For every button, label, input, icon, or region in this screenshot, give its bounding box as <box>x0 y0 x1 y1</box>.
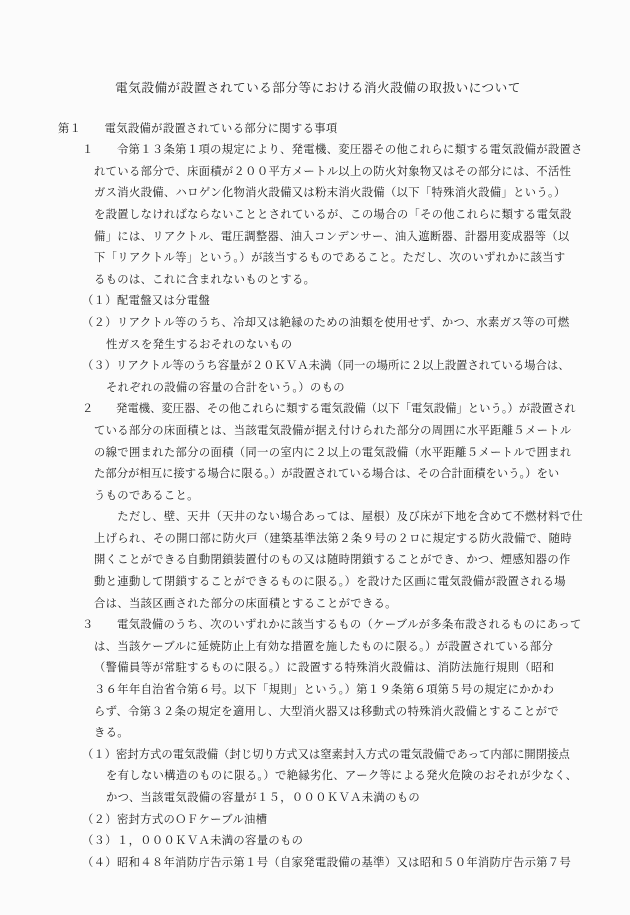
list-item: （３）リアクトル等のうち容量が２０ＫＶＡ未満（同一の場所に２以上設置されている場合は、 <box>82 359 570 373</box>
paragraph-line: ２ 発電機、変圧器、その他これらに類する電気設備（以下「電気設備」という。）が設置され <box>82 402 576 416</box>
paragraph-line: 下「リアクトル等」という。）が該当するものであること。ただし、次のいずれかに該当す <box>94 251 566 265</box>
paragraph-line: 開くことができる自動閉鎖装置付のもの又は随時閉鎖することができ、かつ、煙感知器の作 <box>94 553 571 567</box>
paragraph-line: 上げられ、その開口部に防火戸（建築基準法第２条９号の２ロに規定する防火設備で、随時 <box>94 531 572 545</box>
paragraph-line: うものであること。 <box>94 488 199 502</box>
paragraph-line: 合は、当該区画された部分の床面積とすることができる。 <box>94 596 397 610</box>
list-item: それぞれの設備の容量の合計をいう。）のもの <box>106 380 345 394</box>
list-item: （３）１，０００ＫＶＡ未満の容量のもの <box>82 834 304 848</box>
list-item: を有しない構造のものに限る。）で絶縁劣化、アーク等による発火危険のおそれが少なく、 <box>106 769 578 783</box>
paragraph-line: （警備員等が常駐するものに限る。）に設置する特殊消火設備は、消防法施行規則（昭和 <box>94 661 555 675</box>
list-item: （１）配電盤又は分電盤 <box>82 294 211 308</box>
list-item: （２）リアクトル等のうち、冷却又は絶縁のための油類を使用せず、かつ、水素ガス等の可燃 <box>82 315 570 329</box>
paragraph-line: ガス消火設備、ハロゲン化物消火設備又は粉末消火設備（以下「特殊消火設備」という。） <box>94 186 566 200</box>
paragraph-line: 備」には、リアクトル、電圧調整器、油入コンデンサー、油入遮断器、計器用変成器等（以 <box>94 229 570 243</box>
list-item: （４）昭和４８年消防庁告示第１号（自家発電設備の基準）又は昭和５０年消防庁告示第７号 <box>82 855 572 869</box>
document-body <box>0 118 630 874</box>
section-heading: 第１ 電気設備が設置されている部分に関する事項 <box>58 121 338 135</box>
paragraph-line: ている部分の床面積とは、当該電気設備が据え付けられた部分の周囲に水平距離５メートル <box>94 423 572 437</box>
list-item: （１）密封方式の電気設備（封じ切り方式又は窒素封入方式の電気設備であって内部に開閉接点 <box>82 747 570 761</box>
paragraph-line: 動と連動して閉鎖することができるものに限る。）を設けた区画に電気設備が設置される場 <box>94 575 566 589</box>
paragraph-line: を設置しなければならないこととされているが、この場合の「その他これらに類する電気設 <box>94 207 572 221</box>
list-item: 性ガスを発生するおそれのないもの <box>106 337 293 351</box>
paragraph-line: ただし、壁、天井（天井のない場合あっては、屋根）及び床が下地を含めて不燃材料で仕 <box>94 510 584 524</box>
list-item: かつ、当該電気設備の容量が１５，０００ＫＶＡ未満のもの <box>106 791 421 804</box>
paragraph-line: らず、令第３２条の規定を適用し、大型消火器又は移動式の特殊消火設備とすることがで <box>94 704 559 718</box>
paragraph-line: るものは、これに含まれないものとする。 <box>94 272 316 286</box>
paragraph-line: きる。 <box>94 726 129 740</box>
paragraph-line: た部分が相互に接する場合に限る。）が設置されている場合は、その合計面積をいう。）をい <box>94 467 560 481</box>
paragraph-line: れている部分で、床面積が２００平方メートル以上の防火対象物又はその部分には、不活性 <box>94 164 572 178</box>
page-title: 電気設備が設置されている部分等における消火設備の取扱いについて <box>115 80 521 95</box>
paragraph-line: の線で囲まれた部分の面積（同一の室内に２以上の電気設備（水平距離５メートルで囲まれ <box>94 445 572 459</box>
paragraph-line: ３ 電気設備のうち、次のいずれかに該当するもの（ケーブルが多条布設されるものにあって <box>82 618 582 632</box>
paragraph-line: は、当該ケーブルに延焼防止上有効な措置を施したものに限る。）が設置されている部分 <box>94 639 554 653</box>
list-item: （２）密封方式のＯＦケーブル油槽 <box>82 812 268 826</box>
paragraph-line: ３６年年自治省令第６号。以下「規則」という。）第１９条第６項第５号の規定にかかわ <box>94 683 555 697</box>
paragraph-line: １ 令第１３条第１項の規定により、発電機、変圧器その他これらに類する電気設備が設置さ <box>82 143 583 157</box>
